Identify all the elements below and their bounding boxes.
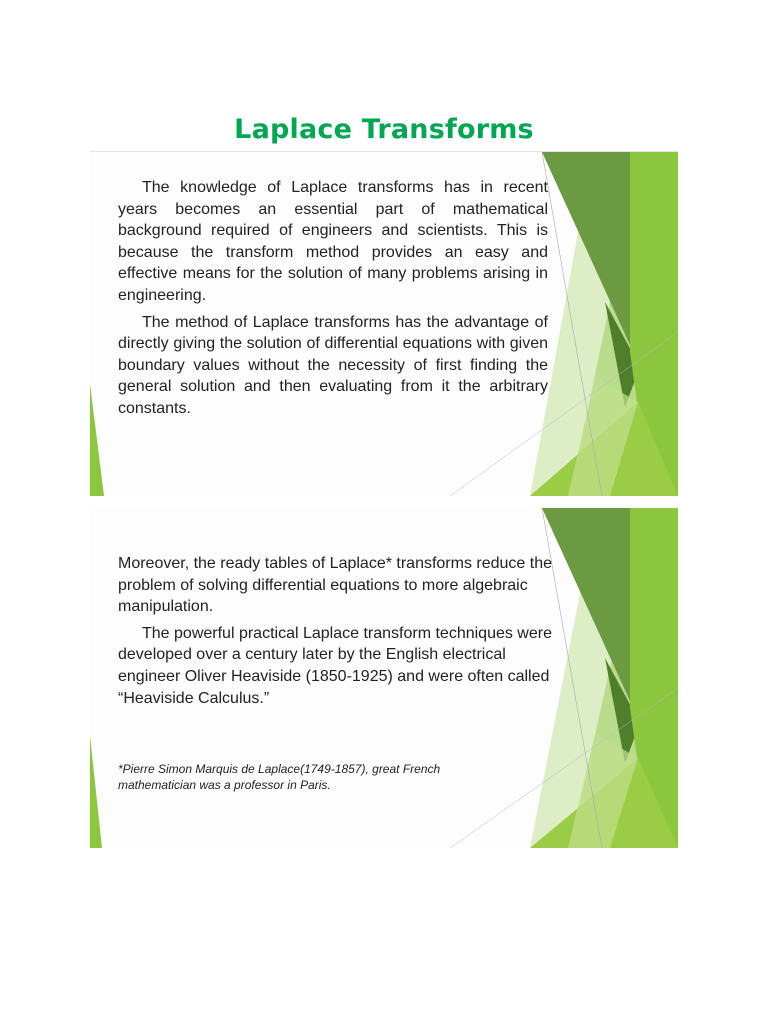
slide-2-paragraph-2: The powerful practical Laplace transform techniques were developed over a century later by the English electrical engineer Oliver Heaviside (1850-1925) and were often called “Heaviside Calculus.” <box>118 624 552 707</box>
slide-2-paragraph-1: Moreover, the ready tables of Laplace* transforms reduce the problem of solving differential equations to more algebraic manipulation. <box>118 555 553 616</box>
slide-1-paragraph-1: The knowledge of Laplace transforms has in recent years becomes an essential part of mathematical background required of engineers and scientists. This is because the transform method provides an easy and effective means for the solution of many problems arising in engineering. <box>118 179 548 304</box>
slide-2-text <box>118 553 558 714</box>
slide-image-2 <box>90 508 678 848</box>
slide-1-paragraph-2: The method of Laplace transforms has the advantage of directly giving the solution of differential equations with given boundary values without the necessity of first finding the general solution and then evaluating from it the arbitrary constants. <box>118 313 548 417</box>
slide-2-footnote: *Pierre Simon Marquis de Laplace(1749-1857), great French mathematician was a professor in Paris. <box>118 762 441 792</box>
page-title: Laplace Transforms <box>234 114 534 146</box>
slide-image-1 <box>90 151 678 496</box>
slide-1-text <box>118 177 548 425</box>
